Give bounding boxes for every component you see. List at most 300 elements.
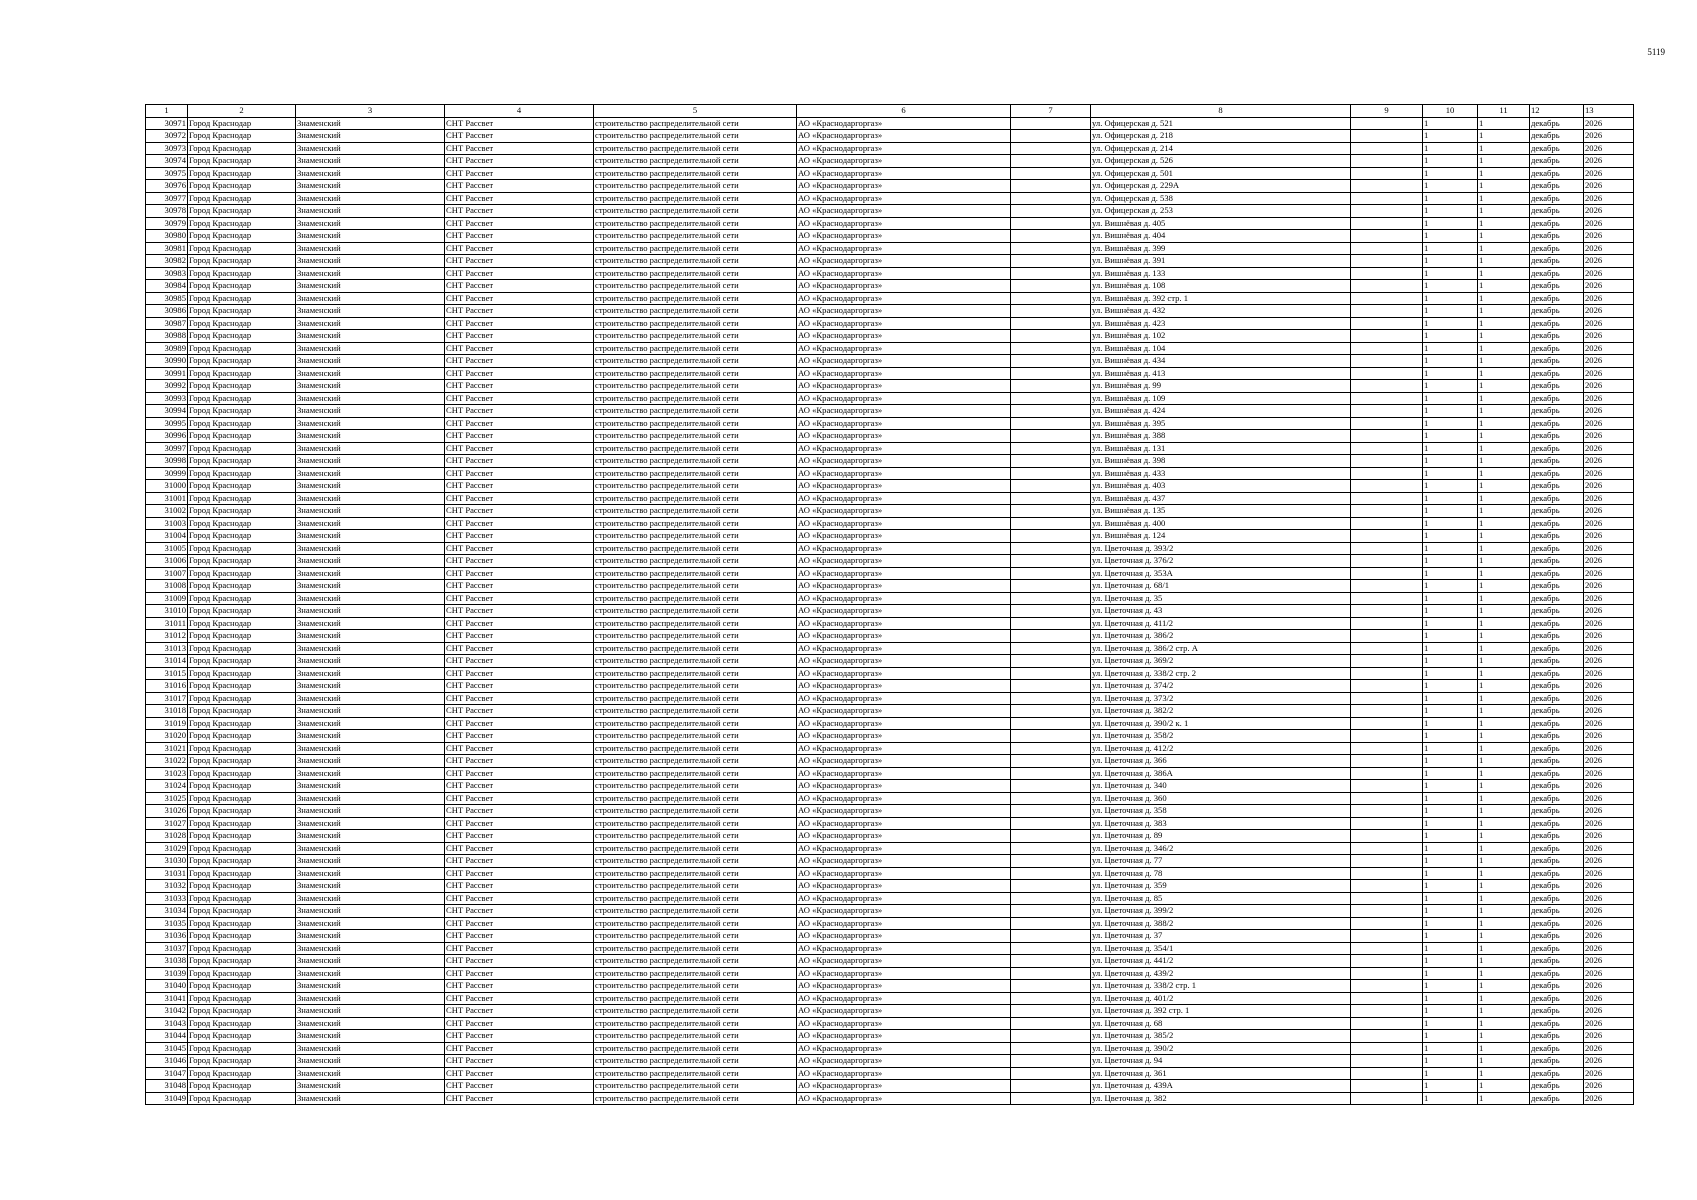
snt-cell: СНТ Рассвет: [445, 1080, 594, 1093]
month-cell: декабрь: [1530, 1030, 1584, 1043]
address-cell: ул. Цветочная д. 383: [1091, 817, 1351, 830]
snt-cell: СНТ Рассвет: [445, 342, 594, 355]
organization-cell: АО «Краснодаргоргаз»: [797, 655, 1011, 668]
organization-cell: АО «Краснодаргоргаз»: [797, 755, 1011, 768]
row-number-cell: 30993: [146, 392, 188, 405]
count-cell-10: 1: [1423, 355, 1478, 368]
snt-cell: СНТ Рассвет: [445, 330, 594, 343]
district-cell: Знаменский: [296, 767, 445, 780]
work-type-cell: строительство распределительной сети: [594, 680, 797, 693]
empty-cell-9: [1351, 1080, 1423, 1093]
work-type-cell: строительство распределительной сети: [594, 1067, 797, 1080]
count-cell-11: 1: [1478, 680, 1530, 693]
empty-cell-9: [1351, 542, 1423, 555]
snt-cell: СНТ Рассвет: [445, 992, 594, 1005]
month-cell: декабрь: [1530, 142, 1584, 155]
snt-cell: СНТ Рассвет: [445, 792, 594, 805]
snt-cell: СНТ Рассвет: [445, 617, 594, 630]
table-row: [146, 1030, 1634, 1043]
work-type-cell: строительство распределительной сети: [594, 180, 797, 193]
snt-cell: СНТ Рассвет: [445, 580, 594, 593]
row-number-cell: 31010: [146, 605, 188, 618]
empty-cell-7: [1011, 280, 1091, 293]
year-cell: 2026: [1584, 467, 1634, 480]
count-cell-11: 1: [1478, 430, 1530, 443]
empty-cell-7: [1011, 617, 1091, 630]
district-cell: Знаменский: [296, 967, 445, 980]
row-number-cell: 31033: [146, 892, 188, 905]
work-type-cell: строительство распределительной сети: [594, 1055, 797, 1068]
address-cell: ул. Цветочная д. 388/2: [1091, 917, 1351, 930]
city-cell: Город Краснодар: [188, 392, 296, 405]
year-cell: 2026: [1584, 1005, 1634, 1018]
organization-cell: АО «Краснодаргоргаз»: [797, 342, 1011, 355]
district-cell: Знаменский: [296, 792, 445, 805]
snt-cell: СНТ Рассвет: [445, 542, 594, 555]
empty-cell-9: [1351, 717, 1423, 730]
snt-cell: СНТ Рассвет: [445, 930, 594, 943]
count-cell-10: 1: [1423, 642, 1478, 655]
count-cell-11: 1: [1478, 1092, 1530, 1105]
organization-cell: АО «Краснодаргоргаз»: [797, 167, 1011, 180]
empty-cell-7: [1011, 1092, 1091, 1105]
count-cell-11: 1: [1478, 542, 1530, 555]
work-type-cell: строительство распределительной сети: [594, 317, 797, 330]
city-cell: Город Краснодар: [188, 655, 296, 668]
city-cell: Город Краснодар: [188, 955, 296, 968]
row-number-cell: 31003: [146, 517, 188, 530]
count-cell-10: 1: [1423, 580, 1478, 593]
row-number-cell: 31037: [146, 942, 188, 955]
snt-cell: СНТ Рассвет: [445, 830, 594, 843]
row-number-cell: 31038: [146, 955, 188, 968]
district-cell: Знаменский: [296, 1067, 445, 1080]
address-cell: ул. Цветочная д. 338/2 стр. 1: [1091, 980, 1351, 993]
snt-cell: СНТ Рассвет: [445, 1017, 594, 1030]
address-cell: ул. Цветочная д. 77: [1091, 855, 1351, 868]
organization-cell: АО «Краснодаргоргаз»: [797, 392, 1011, 405]
organization-cell: АО «Краснодаргоргаз»: [797, 792, 1011, 805]
district-cell: Знаменский: [296, 542, 445, 555]
district-cell: Знаменский: [296, 367, 445, 380]
empty-cell-9: [1351, 342, 1423, 355]
address-cell: ул. Вишнёвая д. 424: [1091, 405, 1351, 418]
month-cell: декабрь: [1530, 117, 1584, 130]
address-cell: ул. Цветочная д. 346/2: [1091, 842, 1351, 855]
snt-cell: СНТ Рассвет: [445, 430, 594, 443]
count-cell-11: 1: [1478, 230, 1530, 243]
address-cell: ул. Вишнёвая д. 405: [1091, 217, 1351, 230]
empty-cell-9: [1351, 767, 1423, 780]
city-cell: Город Краснодар: [188, 1067, 296, 1080]
snt-cell: СНТ Рассвет: [445, 942, 594, 955]
month-cell: декабрь: [1530, 717, 1584, 730]
month-cell: декабрь: [1530, 905, 1584, 918]
address-cell: ул. Цветочная д. 340: [1091, 780, 1351, 793]
row-number-cell: 30978: [146, 205, 188, 218]
empty-cell-7: [1011, 680, 1091, 693]
year-cell: 2026: [1584, 367, 1634, 380]
district-cell: Знаменский: [296, 567, 445, 580]
year-cell: 2026: [1584, 767, 1634, 780]
snt-cell: СНТ Рассвет: [445, 255, 594, 268]
table-row: [146, 780, 1634, 793]
work-type-cell: строительство распределительной сети: [594, 642, 797, 655]
year-cell: 2026: [1584, 355, 1634, 368]
month-cell: декабрь: [1530, 855, 1584, 868]
district-cell: Знаменский: [296, 505, 445, 518]
snt-cell: СНТ Рассвет: [445, 967, 594, 980]
work-type-cell: строительство распределительной сети: [594, 280, 797, 293]
snt-cell: СНТ Рассвет: [445, 905, 594, 918]
city-cell: Город Краснодар: [188, 1092, 296, 1105]
address-cell: ул. Цветочная д. 78: [1091, 867, 1351, 880]
empty-cell-7: [1011, 667, 1091, 680]
work-type-cell: строительство распределительной сети: [594, 530, 797, 543]
city-cell: Город Краснодар: [188, 830, 296, 843]
district-cell: Знаменский: [296, 930, 445, 943]
snt-cell: СНТ Рассвет: [445, 180, 594, 193]
year-cell: 2026: [1584, 530, 1634, 543]
organization-cell: АО «Краснодаргоргаз»: [797, 542, 1011, 555]
month-cell: декабрь: [1530, 792, 1584, 805]
count-cell-11: 1: [1478, 267, 1530, 280]
year-cell: 2026: [1584, 617, 1634, 630]
city-cell: Город Краснодар: [188, 917, 296, 930]
year-cell: 2026: [1584, 642, 1634, 655]
snt-cell: СНТ Рассвет: [445, 230, 594, 243]
empty-cell-9: [1351, 330, 1423, 343]
count-cell-10: 1: [1423, 330, 1478, 343]
work-type-cell: строительство распределительной сети: [594, 480, 797, 493]
count-cell-11: 1: [1478, 480, 1530, 493]
empty-cell-9: [1351, 1067, 1423, 1080]
month-cell: декабрь: [1530, 1017, 1584, 1030]
address-cell: ул. Вишнёвая д. 395: [1091, 417, 1351, 430]
count-cell-10: 1: [1423, 180, 1478, 193]
table-row: [146, 492, 1634, 505]
snt-cell: СНТ Рассвет: [445, 355, 594, 368]
empty-cell-7: [1011, 405, 1091, 418]
row-number-cell: 30991: [146, 367, 188, 380]
count-cell-10: 1: [1423, 1030, 1478, 1043]
month-cell: декабрь: [1530, 1067, 1584, 1080]
month-cell: декабрь: [1530, 817, 1584, 830]
city-cell: Город Краснодар: [188, 130, 296, 143]
work-type-cell: строительство распределительной сети: [594, 217, 797, 230]
empty-cell-9: [1351, 530, 1423, 543]
city-cell: Город Краснодар: [188, 705, 296, 718]
district-cell: Знаменский: [296, 1030, 445, 1043]
work-type-cell: строительство распределительной сети: [594, 442, 797, 455]
empty-cell-7: [1011, 892, 1091, 905]
work-type-cell: строительство распределительной сети: [594, 792, 797, 805]
empty-cell-9: [1351, 367, 1423, 380]
month-cell: декабрь: [1530, 1080, 1584, 1093]
count-cell-11: 1: [1478, 317, 1530, 330]
district-cell: Знаменский: [296, 405, 445, 418]
empty-cell-9: [1351, 1030, 1423, 1043]
empty-cell-7: [1011, 580, 1091, 593]
organization-cell: АО «Краснодаргоргаз»: [797, 592, 1011, 605]
organization-cell: АО «Краснодаргоргаз»: [797, 867, 1011, 880]
count-cell-11: 1: [1478, 555, 1530, 568]
row-number-cell: 31000: [146, 480, 188, 493]
organization-cell: АО «Краснодаргоргаз»: [797, 842, 1011, 855]
organization-cell: АО «Краснодаргоргаз»: [797, 455, 1011, 468]
row-number-cell: 30990: [146, 355, 188, 368]
city-cell: Город Краснодар: [188, 380, 296, 393]
count-cell-11: 1: [1478, 605, 1530, 618]
month-cell: декабрь: [1530, 780, 1584, 793]
empty-cell-7: [1011, 292, 1091, 305]
row-number-cell: 31002: [146, 505, 188, 518]
table-row: [146, 705, 1634, 718]
year-cell: 2026: [1584, 967, 1634, 980]
empty-cell-7: [1011, 917, 1091, 930]
month-cell: декабрь: [1530, 492, 1584, 505]
count-cell-11: 1: [1478, 805, 1530, 818]
empty-cell-7: [1011, 817, 1091, 830]
organization-cell: АО «Краснодаргоргаз»: [797, 567, 1011, 580]
empty-cell-7: [1011, 417, 1091, 430]
empty-cell-9: [1351, 292, 1423, 305]
address-cell: ул. Вишнёвая д. 133: [1091, 267, 1351, 280]
count-cell-10: 1: [1423, 942, 1478, 955]
work-type-cell: строительство распределительной сети: [594, 455, 797, 468]
year-cell: 2026: [1584, 605, 1634, 618]
year-cell: 2026: [1584, 542, 1634, 555]
address-cell: ул. Цветочная д. 360: [1091, 792, 1351, 805]
district-cell: Знаменский: [296, 230, 445, 243]
year-cell: 2026: [1584, 392, 1634, 405]
empty-cell-9: [1351, 180, 1423, 193]
organization-cell: АО «Краснодаргоргаз»: [797, 442, 1011, 455]
column-header: 12: [1530, 105, 1584, 118]
month-cell: декабрь: [1530, 167, 1584, 180]
work-type-cell: строительство распределительной сети: [594, 1092, 797, 1105]
row-number-cell: 30996: [146, 430, 188, 443]
count-cell-10: 1: [1423, 292, 1478, 305]
count-cell-11: 1: [1478, 942, 1530, 955]
empty-cell-7: [1011, 330, 1091, 343]
district-cell: Знаменский: [296, 492, 445, 505]
row-number-cell: 31048: [146, 1080, 188, 1093]
empty-cell-7: [1011, 592, 1091, 605]
organization-cell: АО «Краснодаргоргаз»: [797, 142, 1011, 155]
year-cell: 2026: [1584, 892, 1634, 905]
table-row: [146, 980, 1634, 993]
count-cell-11: 1: [1478, 392, 1530, 405]
empty-cell-9: [1351, 130, 1423, 143]
count-cell-10: 1: [1423, 130, 1478, 143]
empty-cell-7: [1011, 367, 1091, 380]
address-cell: ул. Вишнёвая д. 437: [1091, 492, 1351, 505]
count-cell-10: 1: [1423, 192, 1478, 205]
count-cell-10: 1: [1423, 605, 1478, 618]
table-row: [146, 230, 1634, 243]
month-cell: декабрь: [1530, 592, 1584, 605]
city-cell: Город Краснодар: [188, 455, 296, 468]
work-type-cell: строительство распределительной сети: [594, 230, 797, 243]
organization-cell: АО «Краснодаргоргаз»: [797, 717, 1011, 730]
empty-cell-7: [1011, 192, 1091, 205]
month-cell: декабрь: [1530, 580, 1584, 593]
table-row: [146, 505, 1634, 518]
work-type-cell: строительство распределительной сети: [594, 255, 797, 268]
year-cell: 2026: [1584, 242, 1634, 255]
district-cell: Знаменский: [296, 280, 445, 293]
count-cell-10: 1: [1423, 880, 1478, 893]
row-number-cell: 31023: [146, 767, 188, 780]
row-number-cell: 31031: [146, 867, 188, 880]
count-cell-11: 1: [1478, 355, 1530, 368]
empty-cell-9: [1351, 692, 1423, 705]
city-cell: Город Краснодар: [188, 205, 296, 218]
organization-cell: АО «Краснодаргоргаз»: [797, 1042, 1011, 1055]
snt-cell: СНТ Рассвет: [445, 530, 594, 543]
count-cell-10: 1: [1423, 380, 1478, 393]
table-row: [146, 1017, 1634, 1030]
snt-cell: СНТ Рассвет: [445, 130, 594, 143]
count-cell-10: 1: [1423, 205, 1478, 218]
organization-cell: АО «Краснодаргоргаз»: [797, 780, 1011, 793]
address-cell: ул. Вишнёвая д. 392 стр. 1: [1091, 292, 1351, 305]
empty-cell-9: [1351, 217, 1423, 230]
table-row: [146, 967, 1634, 980]
month-cell: декабрь: [1530, 442, 1584, 455]
work-type-cell: строительство распределительной сети: [594, 830, 797, 843]
work-type-cell: строительство распределительной сети: [594, 192, 797, 205]
work-type-cell: строительство распределительной сети: [594, 617, 797, 630]
work-type-cell: строительство распределительной сети: [594, 592, 797, 605]
city-cell: Город Краснодар: [188, 605, 296, 618]
address-cell: ул. Цветочная д. 68: [1091, 1017, 1351, 1030]
table-row: [146, 892, 1634, 905]
organization-cell: АО «Краснодаргоргаз»: [797, 667, 1011, 680]
district-cell: Знаменский: [296, 255, 445, 268]
address-cell: ул. Цветочная д. 385/2: [1091, 1030, 1351, 1043]
year-cell: 2026: [1584, 1055, 1634, 1068]
organization-cell: АО «Краснодаргоргаз»: [797, 480, 1011, 493]
district-cell: Знаменский: [296, 217, 445, 230]
district-cell: Знаменский: [296, 592, 445, 605]
count-cell-11: 1: [1478, 817, 1530, 830]
organization-cell: АО «Краснодаргоргаз»: [797, 767, 1011, 780]
column-header: 9: [1351, 105, 1423, 118]
organization-cell: АО «Краснодаргоргаз»: [797, 705, 1011, 718]
empty-cell-7: [1011, 205, 1091, 218]
address-cell: ул. Вишнёвая д. 404: [1091, 230, 1351, 243]
snt-cell: СНТ Рассвет: [445, 480, 594, 493]
snt-cell: СНТ Рассвет: [445, 742, 594, 755]
snt-cell: СНТ Рассвет: [445, 505, 594, 518]
count-cell-10: 1: [1423, 367, 1478, 380]
year-cell: 2026: [1584, 830, 1634, 843]
year-cell: 2026: [1584, 330, 1634, 343]
month-cell: декабрь: [1530, 680, 1584, 693]
address-cell: ул. Цветочная д. 354/1: [1091, 942, 1351, 955]
row-number-cell: 30999: [146, 467, 188, 480]
city-cell: Город Краснодар: [188, 517, 296, 530]
empty-cell-9: [1351, 917, 1423, 930]
empty-cell-9: [1351, 1055, 1423, 1068]
year-cell: 2026: [1584, 742, 1634, 755]
table-row: [146, 867, 1634, 880]
row-number-cell: 30984: [146, 280, 188, 293]
empty-cell-7: [1011, 980, 1091, 993]
empty-cell-9: [1351, 242, 1423, 255]
month-cell: декабрь: [1530, 892, 1584, 905]
month-cell: декабрь: [1530, 367, 1584, 380]
month-cell: декабрь: [1530, 942, 1584, 955]
empty-cell-7: [1011, 305, 1091, 318]
organization-cell: АО «Краснодаргоргаз»: [797, 1092, 1011, 1105]
empty-cell-7: [1011, 267, 1091, 280]
row-number-cell: 31021: [146, 742, 188, 755]
month-cell: декабрь: [1530, 230, 1584, 243]
table-row: [146, 630, 1634, 643]
address-cell: ул. Вишнёвая д. 108: [1091, 280, 1351, 293]
address-cell: ул. Офицерская д. 218: [1091, 130, 1351, 143]
organization-cell: АО «Краснодаргоргаз»: [797, 830, 1011, 843]
year-cell: 2026: [1584, 555, 1634, 568]
row-number-cell: 31030: [146, 855, 188, 868]
count-cell-11: 1: [1478, 530, 1530, 543]
empty-cell-9: [1351, 280, 1423, 293]
count-cell-11: 1: [1478, 255, 1530, 268]
address-cell: ул. Цветочная д. 386/2: [1091, 630, 1351, 643]
district-cell: Знаменский: [296, 205, 445, 218]
district-cell: Знаменский: [296, 955, 445, 968]
year-cell: 2026: [1584, 455, 1634, 468]
year-cell: 2026: [1584, 305, 1634, 318]
city-cell: Город Краснодар: [188, 692, 296, 705]
organization-cell: АО «Краснодаргоргаз»: [797, 955, 1011, 968]
district-cell: Знаменский: [296, 892, 445, 905]
count-cell-10: 1: [1423, 817, 1478, 830]
month-cell: декабрь: [1530, 642, 1584, 655]
city-cell: Город Краснодар: [188, 992, 296, 1005]
organization-cell: АО «Краснодаргоргаз»: [797, 417, 1011, 430]
district-cell: Знаменский: [296, 917, 445, 930]
count-cell-11: 1: [1478, 980, 1530, 993]
snt-cell: СНТ Рассвет: [445, 417, 594, 430]
city-cell: Город Краснодар: [188, 630, 296, 643]
organization-cell: АО «Краснодаргоргаз»: [797, 130, 1011, 143]
year-cell: 2026: [1584, 380, 1634, 393]
year-cell: 2026: [1584, 980, 1634, 993]
count-cell-10: 1: [1423, 455, 1478, 468]
district-cell: Знаменский: [296, 242, 445, 255]
count-cell-11: 1: [1478, 967, 1530, 980]
city-cell: Город Краснодар: [188, 1030, 296, 1043]
count-cell-10: 1: [1423, 430, 1478, 443]
month-cell: декабрь: [1530, 455, 1584, 468]
district-cell: Знаменский: [296, 192, 445, 205]
month-cell: декабрь: [1530, 867, 1584, 880]
row-number-cell: 30974: [146, 155, 188, 168]
district-cell: Знаменский: [296, 817, 445, 830]
count-cell-10: 1: [1423, 1092, 1478, 1105]
count-cell-11: 1: [1478, 167, 1530, 180]
empty-cell-9: [1351, 605, 1423, 618]
row-number-cell: 30994: [146, 405, 188, 418]
table-row: [146, 467, 1634, 480]
organization-cell: АО «Краснодаргоргаз»: [797, 155, 1011, 168]
organization-cell: АО «Краснодаргоргаз»: [797, 205, 1011, 218]
empty-cell-7: [1011, 955, 1091, 968]
